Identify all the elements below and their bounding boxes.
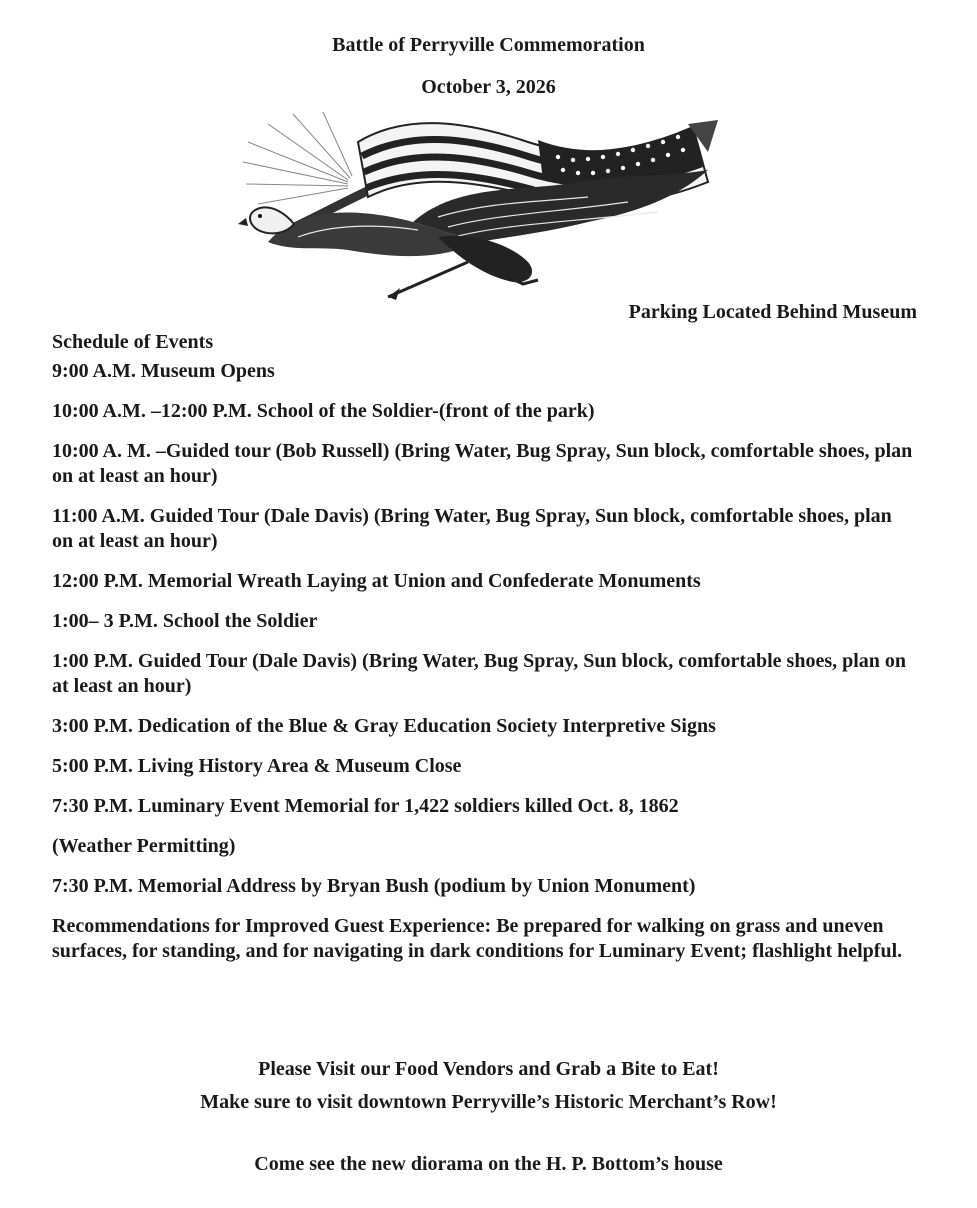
parking-note: Parking Located Behind Museum bbox=[628, 301, 917, 323]
schedule-item: 7:30 P.M. Memorial Address by Bryan Bush (podium by Union Monument) bbox=[52, 875, 696, 897]
closing-notes bbox=[0, 1053, 977, 1181]
schedule-item: 10:00 A. M. –Guided tour (Bob Russell) (Bring Water, Bug Spray, Sun block, comfortable shoes, plan on at least an hour) bbox=[52, 440, 913, 487]
schedule-item: 11:00 A.M. Guided Tour (Dale Davis) (Bring Water, Bug Spray, Sun block, comfortable shoes, plan on at least an hour) bbox=[52, 505, 892, 552]
schedule-item: 1:00 P.M. Guided Tour (Dale Davis) (Bring Water, Bug Spray, Sun block, comfortable shoes, plan on at least an hour) bbox=[52, 650, 907, 697]
schedule-item: (Weather Permitting) bbox=[52, 835, 236, 857]
schedule-item: 10:00 A.M. –12:00 P.M. School of the Soldier-(front of the park) bbox=[52, 400, 595, 422]
merchants-row-note: Make sure to visit downtown Perryville’s Historic Merchant’s Row! bbox=[200, 1091, 777, 1113]
eagle-with-american-flag-icon bbox=[238, 112, 728, 302]
document-title: Battle of Perryville Commemoration bbox=[332, 34, 645, 56]
guest-recommendations: Recommendations for Improved Guest Experience: Be prepared for walking on grass and uneven surfaces, for standing, and for navigating in dark conditions for Luminary Event; flashlight helpful. bbox=[52, 915, 903, 962]
schedule-item: 7:30 P.M. Luminary Event Memorial for 1,422 soldiers killed Oct. 8, 1862 bbox=[52, 795, 679, 817]
schedule-heading: Schedule of Events bbox=[52, 331, 214, 353]
food-vendors-note: Please Visit our Food Vendors and Grab a Bite to Eat! bbox=[258, 1058, 719, 1080]
event-date: October 3, 2026 bbox=[421, 76, 556, 98]
schedule-item: 5:00 P.M. Living History Area & Museum Close bbox=[52, 755, 462, 777]
schedule-item: 3:00 P.M. Dedication of the Blue & Gray Education Society Interpretive Signs bbox=[52, 715, 716, 737]
schedule-section bbox=[52, 330, 917, 979]
schedule-item: 12:00 P.M. Memorial Wreath Laying at Union and Confederate Monuments bbox=[52, 570, 701, 592]
schedule-item: 1:00– 3 P.M. School the Soldier bbox=[52, 610, 318, 632]
diorama-note: Come see the new diorama on the H. P. Bottom’s house bbox=[254, 1153, 723, 1175]
schedule-item: 9:00 A.M. Museum Opens bbox=[52, 360, 275, 382]
